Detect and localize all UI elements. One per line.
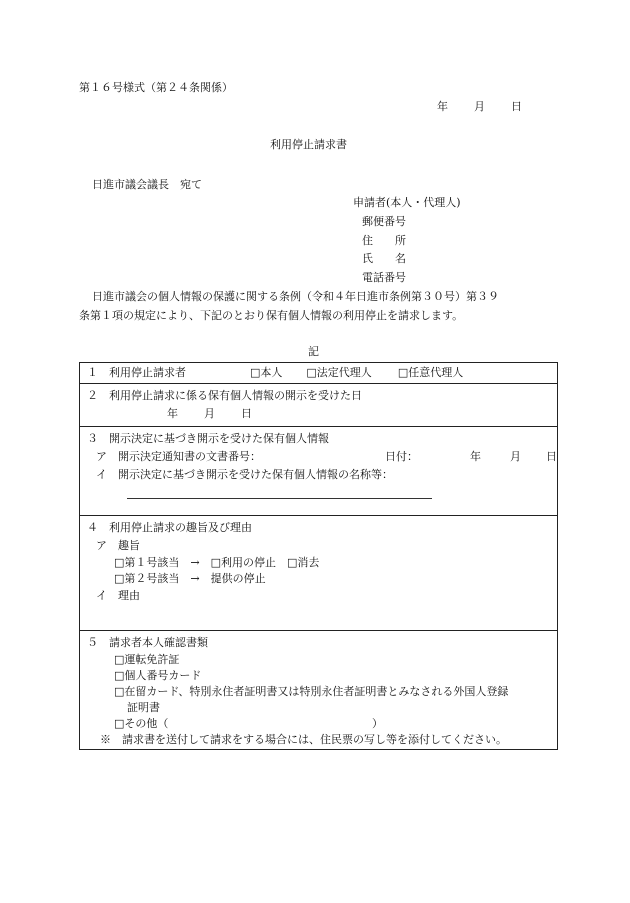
section-3-a-row (87, 448, 557, 466)
s4-option-1[interactable]: □第１号該当 → □利用の停止 □消去 (114, 556, 320, 569)
s2-year: 年 (167, 407, 178, 420)
intro-line-1: 日進市議会の個人情報の保護に関する条例（令和４年日進市条例第３０号）第３９ (92, 290, 499, 303)
request-form-table (79, 362, 558, 750)
header-date (437, 100, 522, 113)
date-year: 年 (437, 100, 448, 113)
s4-a-label: ア 趣旨 (96, 539, 140, 552)
s5-note: ※ 請求書を送付して請求をする場合には、住民票の写し等を添付してください。 (100, 733, 507, 746)
applicant-phone: 電話番号 (362, 271, 406, 284)
s3-a-year: 年 (470, 450, 481, 463)
section-2-label: ２ 利用停止請求に係る保有個人情報の開示を受けた日 (87, 389, 362, 402)
s2-month: 月 (204, 407, 215, 420)
s5-option-residence-card[interactable]: □在留カード、特別永住者証明書又は特別永住者証明書とみなされる外国人登録 (114, 685, 509, 698)
page-title: 利用停止請求書 (270, 138, 347, 151)
section-1-row (87, 364, 557, 382)
s4-option-2[interactable]: □第２号該当 → 提供の停止 (114, 572, 266, 585)
s3-i-label: イ 開示決定に基づき開示を受けた保有個人情報の名称等： (96, 468, 393, 481)
s3-a-label: ア 開示決定通知書の文書番号： (96, 450, 261, 463)
section-disclosure-date (80, 383, 557, 426)
s5-other-label: □その他（ (114, 717, 169, 730)
section-id-documents (80, 630, 557, 749)
s4-i-label: イ 理由 (96, 589, 140, 602)
s5-option-license[interactable]: □運転免許証 (114, 653, 180, 666)
s5-option-mynumber[interactable]: □個人番号カード (114, 669, 202, 682)
applicant-heading: 申請者(本人・代理人) (353, 196, 461, 209)
section-1-label: １ 利用停止請求者 (87, 366, 186, 379)
intro-line-2: 条第１項の規定により、下記のとおり保有個人情報の利用停止を請求します。 (79, 309, 464, 322)
checkbox-voluntary-agent[interactable]: □任意代理人 (397, 366, 464, 379)
section-purpose-reason (80, 515, 557, 630)
section-2-date (87, 405, 557, 423)
section-5-label: ５ 請求者本人確認書類 (87, 636, 208, 649)
s2-day: 日 (241, 407, 252, 420)
checkbox-legal-agent[interactable]: □法定代理人 (306, 366, 372, 379)
ki-label: 記 (308, 345, 319, 358)
date-month: 月 (474, 100, 485, 113)
s5-option-residence-card-cont: 証明書 (127, 701, 160, 714)
s3-i-underline-field[interactable] (127, 497, 432, 499)
form-number: 第１６号様式（第２４条関係） (79, 81, 233, 94)
s5-other-close: ） (372, 717, 383, 730)
section-disclosed-info (80, 426, 557, 515)
s5-option-other[interactable] (87, 716, 557, 732)
applicant-postal-code: 郵便番号 (362, 215, 406, 228)
section-3-label: ３ 開示決定に基づき開示を受けた保有個人情報 (87, 432, 329, 445)
checkbox-principal[interactable]: □本人 (250, 366, 283, 379)
s3-a-date-label: 日付： (385, 450, 418, 463)
s3-a-month: 月 (510, 450, 521, 463)
applicant-address: 住 所 (362, 234, 406, 247)
section-4-label: ４ 利用停止請求の趣旨及び理由 (87, 521, 252, 534)
date-day: 日 (511, 100, 522, 113)
applicant-name: 氏 名 (362, 252, 406, 265)
addressee: 日進市議会議長 宛て (92, 178, 202, 191)
section-requester (80, 363, 557, 383)
s3-a-day: 日 (546, 450, 557, 463)
